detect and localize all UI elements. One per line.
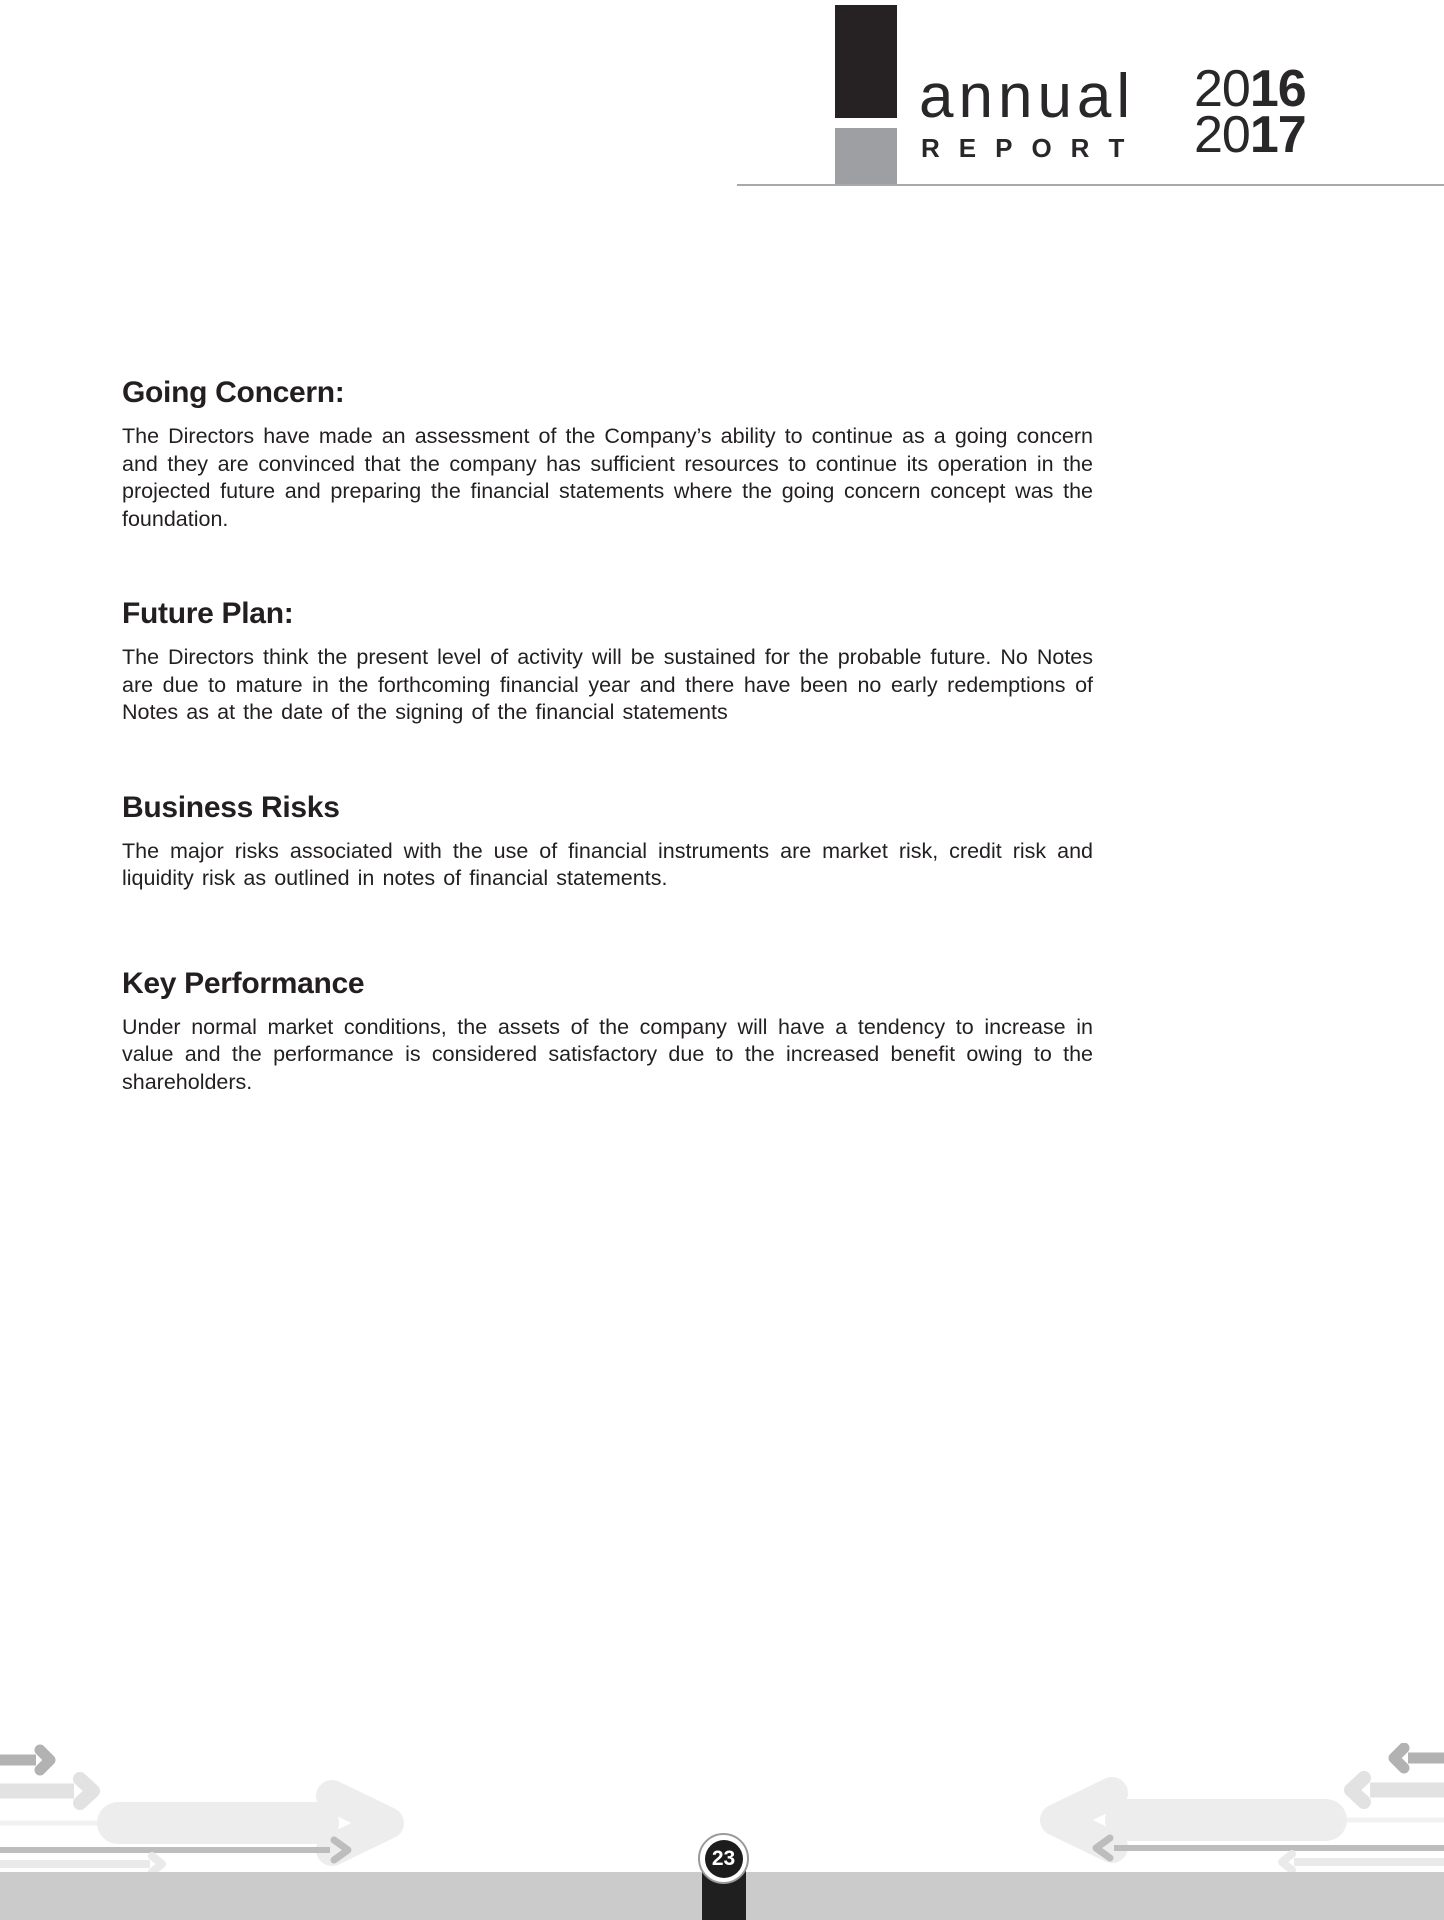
section-paragraph: The Directors think the present level of activity will be sustained for the probable future. No Notes are due to mature in the forthcoming financial year and there have been no early redemptions of Notes as at the date of the signing of the financial statements — [122, 645, 1093, 724]
year1-bold: 16 — [1249, 60, 1306, 118]
section-heading: Future Plan: — [122, 597, 294, 630]
year2-bold: 17 — [1249, 106, 1306, 164]
section-paragraph: The Directors have made an assessment of the Company’s ability to continue as a going concern and they are convinced that the company has sufficient resources to continue its operation in the projected future and preparing the financial statements where the going concern concept was the foundation. — [122, 424, 1093, 531]
section-heading: Key Performance — [122, 966, 365, 1000]
section-future-plan — [122, 597, 1093, 727]
logo-year-2017 — [1194, 106, 1306, 164]
page-number-badge — [698, 1833, 749, 1884]
logo-annual-text: annual — [919, 62, 1136, 131]
section-business-risks — [122, 791, 1093, 893]
year2-prefix: 20 — [1194, 106, 1250, 164]
header-divider — [737, 184, 1444, 186]
logo-mark-gray — [835, 128, 897, 185]
footer-arrows-right-icon — [0, 1743, 420, 1873]
section-key-performance — [122, 967, 1093, 1097]
page-content — [122, 376, 1093, 1096]
section-heading: Business Risks — [122, 790, 340, 824]
logo-report-text: REPORT — [921, 133, 1144, 163]
section-heading: Going Concern: — [122, 376, 345, 409]
footer-arrows-left-icon — [1024, 1743, 1444, 1873]
section-going-concern — [122, 376, 1093, 533]
page-number: 23 — [705, 1840, 743, 1878]
year1-prefix: 20 — [1194, 60, 1250, 118]
section-paragraph: Under normal market conditions, the assets of the company will have a tendency to increase in value and the performance is considered satisfactory due to the increased benefit owing to the shareholders. — [122, 1014, 1093, 1094]
logo-years — [1194, 60, 1306, 164]
section-paragraph: The major risks associated with the use of financial instruments are market risk, credit risk and liquidity risk as outlined in notes of financial statements. — [122, 838, 1093, 890]
logo-mark-black — [835, 5, 897, 118]
